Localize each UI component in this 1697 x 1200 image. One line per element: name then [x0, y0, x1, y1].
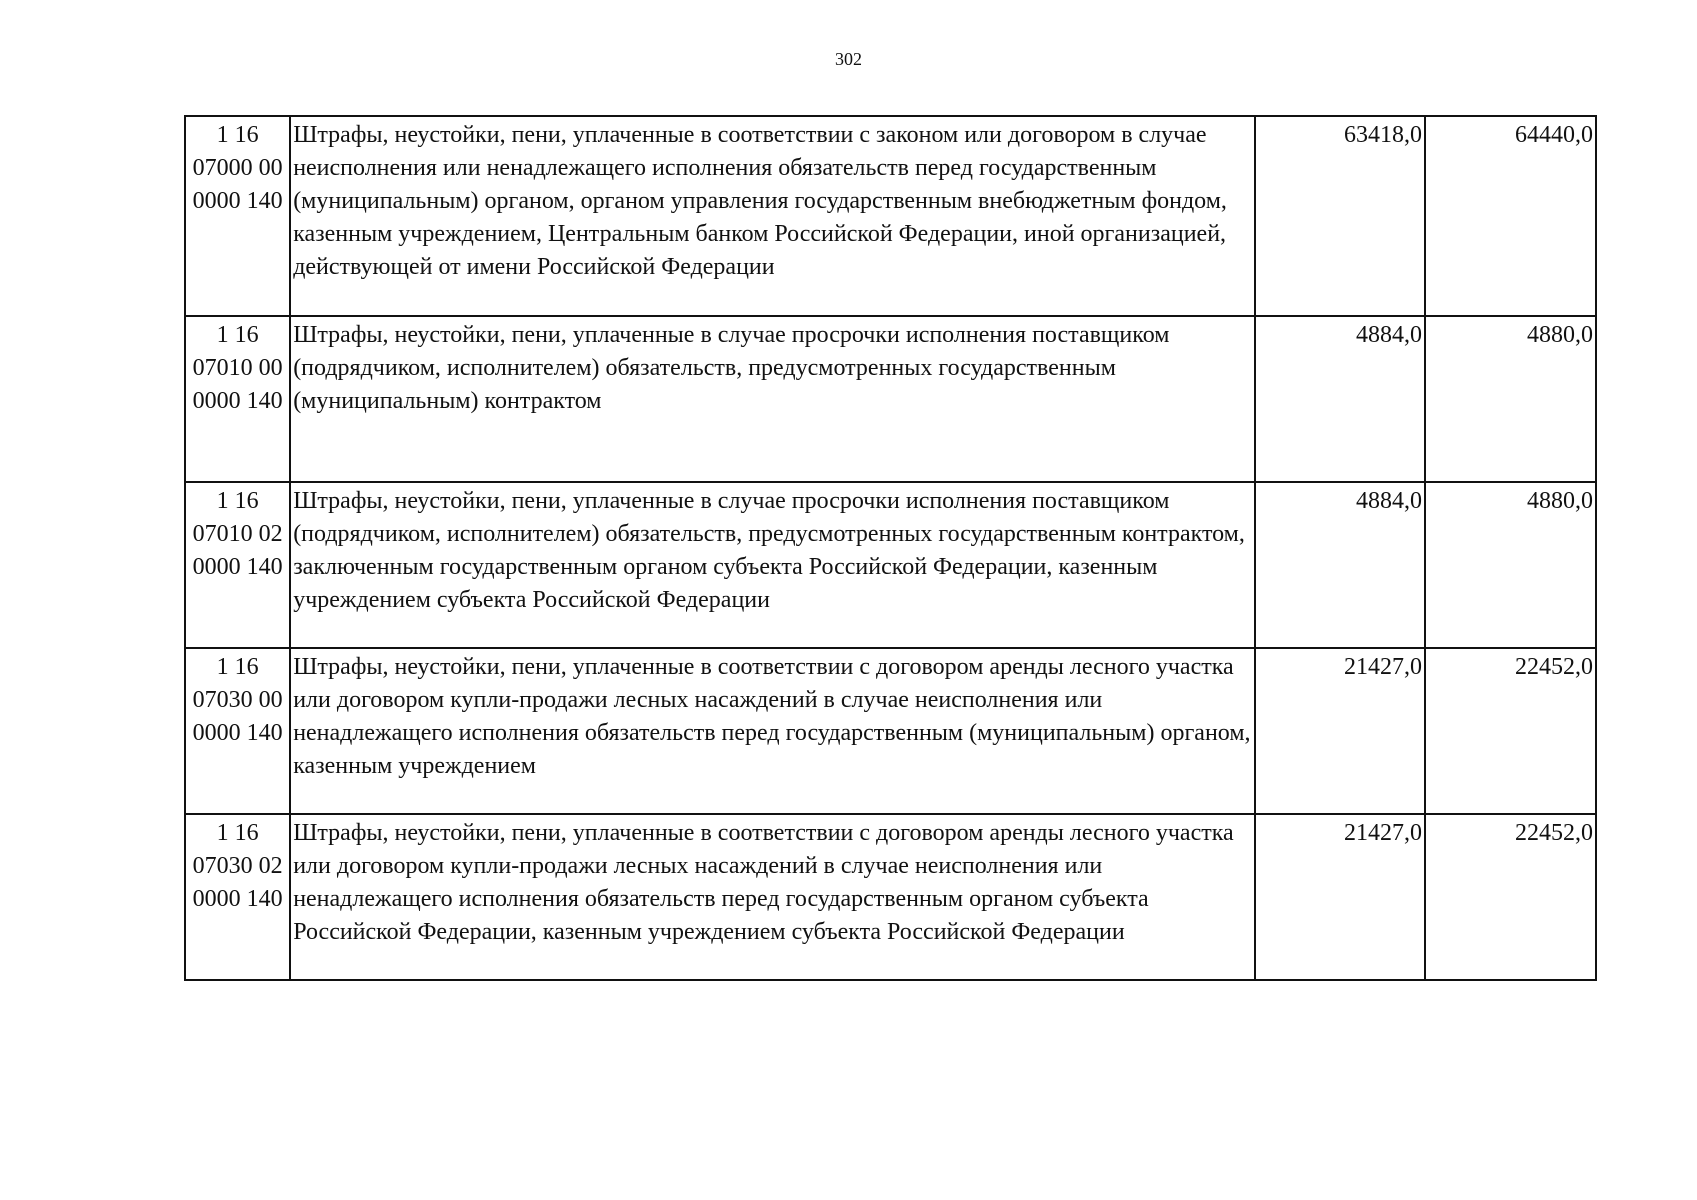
row-description: Штрафы, неустойки, пени, уплаченные в случае просрочки исполнения поставщиком (подрядчиком, исполнителем) обязательств, предусмотренных государственным контрактом, заключенным государственным органом субъекта Российской Федерации, казенным учреждением субъекта Российской Федерации	[290, 482, 1255, 648]
row-description: Штрафы, неустойки, пени, уплаченные в соответствии с договором аренды лесного участка или договором купли-продажи лесных насаждений в случае неисполнения или ненадлежащего исполнения обязательств перед государственным органом субъекта Российской Федерации, казенным учреждением субъекта Российской Федерации	[290, 814, 1255, 980]
budget-code: 1 16 07030 00 0000 140	[185, 648, 290, 814]
value-column-1: 4884,0	[1255, 316, 1425, 482]
table-row	[185, 814, 1596, 980]
value-column-2: 4880,0	[1425, 316, 1596, 482]
value-column-2: 22452,0	[1425, 648, 1596, 814]
table-row	[185, 316, 1596, 482]
row-description: Штрафы, неустойки, пени, уплаченные в соответствии с законом или договором в случае неисполнения или ненадлежащего исполнения обязательств перед государственным (муниципальным) органом, органом управления государственным внебюджетным фондом, казенным учреждением, Центральным банком Российской Федерации, иной организацией, действующей от имени Российской Федерации	[290, 116, 1255, 316]
table-row	[185, 648, 1596, 814]
row-description: Штрафы, неустойки, пени, уплаченные в случае просрочки исполнения поставщиком (подрядчиком, исполнителем) обязательств, предусмотренных государственным (муниципальным) контрактом	[290, 316, 1255, 482]
value-column-1: 63418,0	[1255, 116, 1425, 316]
budget-code: 1 16 07010 02 0000 140	[185, 482, 290, 648]
budget-code: 1 16 07000 00 0000 140	[185, 116, 290, 316]
budget-table	[184, 115, 1597, 981]
budget-code: 1 16 07030 02 0000 140	[185, 814, 290, 980]
value-column-2: 22452,0	[1425, 814, 1596, 980]
table-row	[185, 482, 1596, 648]
page-number: 302	[835, 49, 862, 69]
table-row	[185, 116, 1596, 316]
value-column-2: 64440,0	[1425, 116, 1596, 316]
value-column-1: 21427,0	[1255, 648, 1425, 814]
budget-code: 1 16 07010 00 0000 140	[185, 316, 290, 482]
value-column-2: 4880,0	[1425, 482, 1596, 648]
value-column-1: 21427,0	[1255, 814, 1425, 980]
row-description: Штрафы, неустойки, пени, уплаченные в соответствии с договором аренды лесного участка или договором купли-продажи лесных насаждений в случае неисполнения или ненадлежащего исполнения обязательств перед государственным (муниципальным) органом, казенным учреждением	[290, 648, 1255, 814]
value-column-1: 4884,0	[1255, 482, 1425, 648]
